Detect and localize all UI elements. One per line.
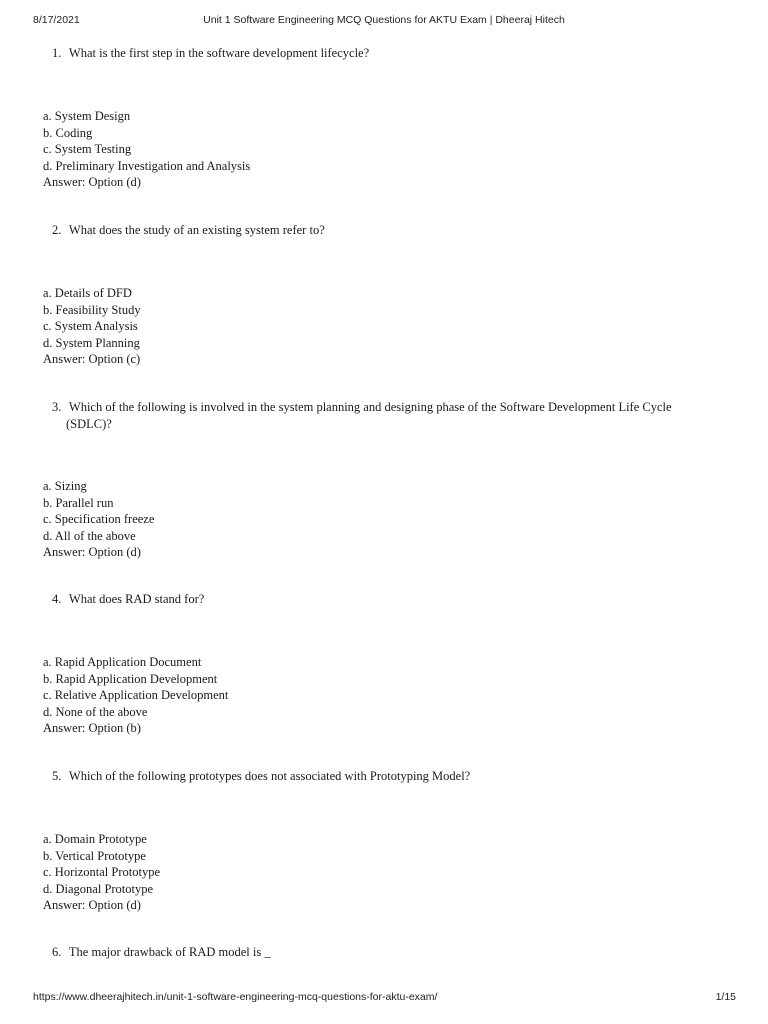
option-d: d. Preliminary Investigation and Analysis xyxy=(43,158,251,173)
option-b: b. Coding xyxy=(43,125,93,140)
option-d: d. Diagonal Prototype xyxy=(43,881,154,896)
option-c: c. Horizontal Prototype xyxy=(43,865,160,879)
question-3 xyxy=(52,399,732,433)
option-d: d. System Planning xyxy=(43,335,140,350)
option-b: b. Parallel run xyxy=(43,495,114,510)
option-a: a. Details of DFD xyxy=(43,286,132,300)
answer: Answer: Option (d) xyxy=(43,175,141,189)
options-3 xyxy=(43,478,154,561)
question-number: 4. xyxy=(52,592,62,606)
page-url[interactable]: https://www.dheerajhitech.in/unit-1-software-engineering-mcq-questions-for-aktu-exam/ xyxy=(33,991,438,1003)
question-number: 5. xyxy=(52,769,62,783)
question-4 xyxy=(52,591,732,608)
question-number: 3. xyxy=(52,400,62,414)
option-c: c. Relative Application Development xyxy=(43,688,229,702)
options-5 xyxy=(43,831,160,914)
option-a: a. System Design xyxy=(43,109,131,123)
question-5 xyxy=(52,768,732,785)
option-d: d. None of the above xyxy=(43,704,148,719)
options-4 xyxy=(43,654,228,737)
option-b: b. Feasibility Study xyxy=(43,302,141,317)
question-number: 2. xyxy=(52,223,62,237)
question-text: What is the first step in the software development lifecycle? xyxy=(68,46,370,60)
option-a: a. Domain Prototype xyxy=(43,832,147,846)
question-number: 6. xyxy=(52,945,62,959)
question-text-continued: (SDLC)? xyxy=(66,417,112,431)
question-2 xyxy=(52,222,732,239)
option-c: c. System Analysis xyxy=(43,319,138,333)
option-c: c. System Testing xyxy=(43,142,132,156)
question-text: Which of the following prototypes does not associated with Prototyping Model? xyxy=(68,769,471,783)
question-text: Which of the following is involved in the system planning and designing phase of the Software Development Life Cycle xyxy=(68,400,672,414)
question-6 xyxy=(52,944,732,961)
options-2 xyxy=(43,285,141,368)
answer: Answer: Option (d) xyxy=(43,545,141,559)
option-b: b. Vertical Prototype xyxy=(43,848,146,863)
page-footer xyxy=(0,991,768,1007)
option-c: c. Specification freeze xyxy=(43,512,155,526)
option-a: a. Rapid Application Document xyxy=(43,655,202,669)
option-d: d. All of the above xyxy=(43,528,136,543)
page-header xyxy=(0,14,768,30)
option-a: a. Sizing xyxy=(43,479,87,493)
question-1 xyxy=(52,45,732,62)
question-text: What does the study of an existing system refer to? xyxy=(68,223,325,237)
print-date: 8/17/2021 xyxy=(33,14,80,26)
option-b: b. Rapid Application Development xyxy=(43,671,218,686)
page-title: Unit 1 Software Engineering MCQ Questions for AKTU Exam | Dheeraj Hitech xyxy=(203,14,565,26)
question-number: 1. xyxy=(52,46,62,60)
question-text: What does RAD stand for? xyxy=(68,592,205,606)
answer: Answer: Option (d) xyxy=(43,898,141,912)
options-1 xyxy=(43,108,250,191)
page-number: 1/15 xyxy=(715,991,736,1003)
answer: Answer: Option (b) xyxy=(43,721,141,735)
answer: Answer: Option (c) xyxy=(43,352,141,366)
question-text: The major drawback of RAD model is _ xyxy=(68,945,271,959)
